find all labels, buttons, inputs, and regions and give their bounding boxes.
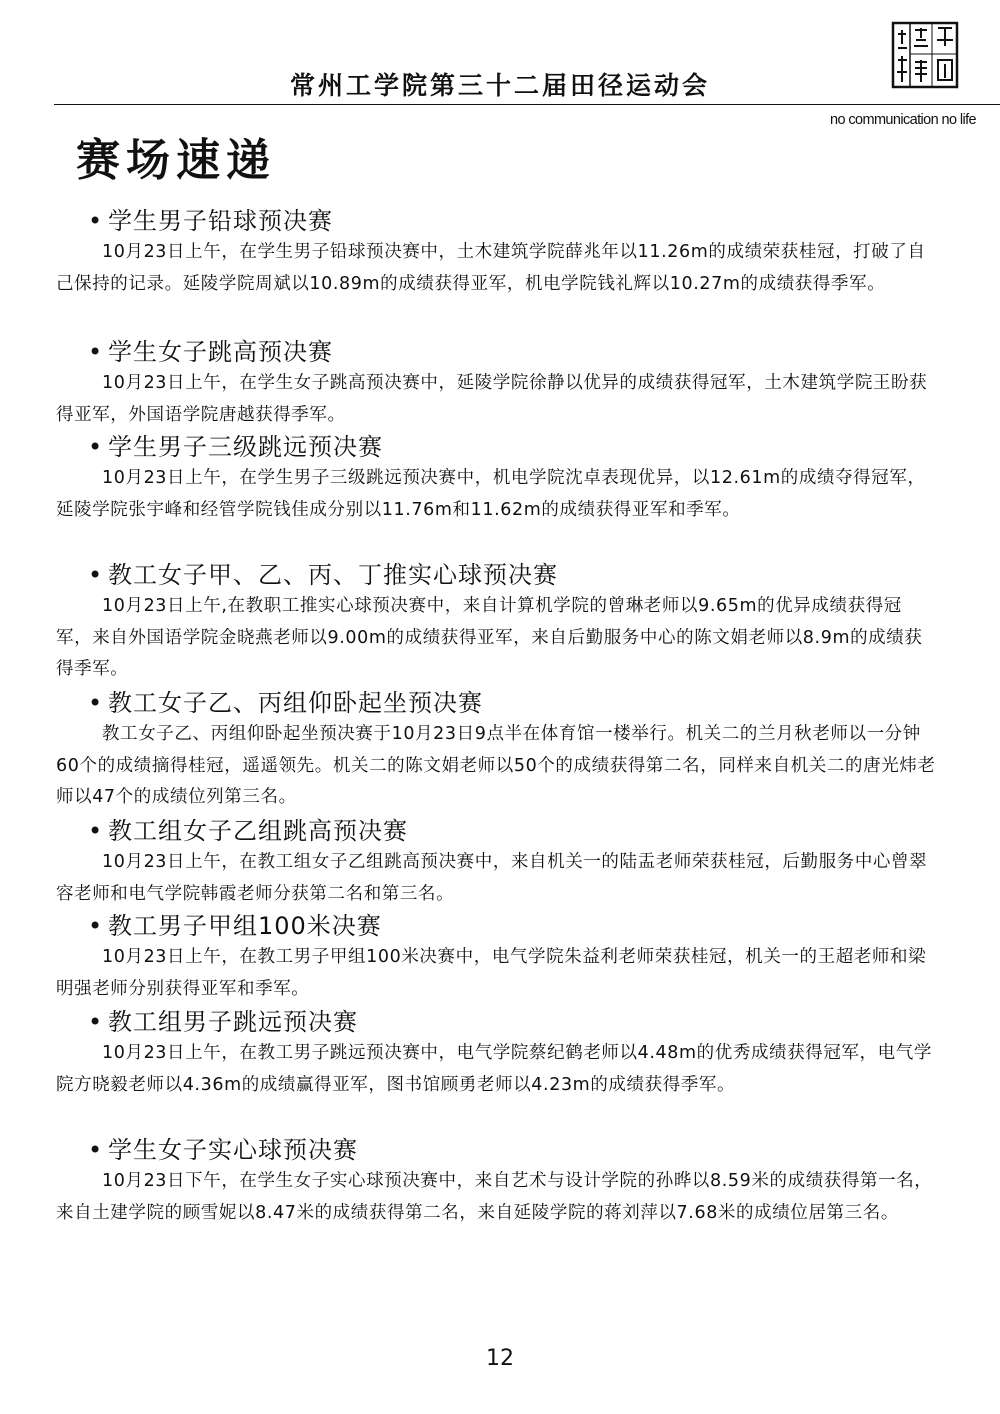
news-item-heading: • 学生女子实心球预决赛 (88, 1136, 358, 1164)
section-title: 赛场速递 (76, 135, 276, 186)
news-item-body: 10月23日上午，在学生男子三级跳远预决赛中，机电学院沈卓表现优异，以12.61m的成绩夺得冠军，延陵学院张宇峰和经管学院钱佳成分别以11.76m和11.62m的成绩获得亚军和季军。 (56, 468, 926, 520)
news-item-body: 10月23日上午，在教工男子跳远预决赛中，电气学院蔡纪鹤老师以4.48m的优秀成绩获得冠军，电气学院方晓毅老师以4.36m的成绩赢得亚军，图书馆顾勇老师以4.23m的成绩获得季军。 (56, 1043, 932, 1095)
news-item-body: 10月23日上午，在教工组女子乙组跳高预决赛中，来自机关一的陆盂老师荣获桂冠，后勤服务中心曾翠容老师和电气学院韩霞老师分获第二名和第三名。 (56, 852, 928, 904)
header-rule (54, 104, 1000, 105)
news-item (56, 910, 936, 1005)
news-item-body: 教工女子乙、丙组仰卧起坐预决赛于10月23日9点半在体育馆一楼举行。机关二的兰月秋老师以一分钟60个的成绩摘得桂冠，遥遥领先。机关二的陈文娟老师以50个的成绩获得第二名，同样来自机关二的唐光炜老师以47个的成绩位列第三名。 (56, 724, 936, 807)
news-item-body: 10月23日上午，在学生男子铅球预决赛中，土木建筑学院薛兆年以11.26m的成绩荣获桂冠，打破了自己保持的记录。延陵学院周斌以10.89m的成绩获得亚军，机电学院钱礼辉以10.27m的成绩获得季军。 (56, 242, 926, 294)
news-item (56, 687, 936, 814)
tagline: no communication no life (830, 112, 976, 128)
header-title: 常州工学院第三十二届田径运动会 (289, 71, 710, 100)
news-item-body: 10月23日上午，在学生女子跳高预决赛中，延陵学院徐静以优异的成绩获得冠军，土木建筑学院王盼获得亚军，外国语学院唐越获得季军。 (56, 373, 928, 425)
news-item (56, 559, 936, 686)
news-item-heading: • 教工男子甲组100米决赛 (88, 912, 382, 940)
news-item-body: 10月23日上午,在教职工推实心球预决赛中，来自计算机学院的曾琳老师以9.65m的优异成绩获得冠军，来自外国语学院金晓燕老师以9.00m的成绩获得亚军，来自后勤服务中心的陈文娟老师以8.9m的成绩获得季军。 (56, 596, 923, 679)
news-item (56, 205, 936, 300)
news-item-body: 10月23日下午，在学生女子实心球预决赛中，来自艺术与设计学院的孙晔以8.59米的成绩获得第一名，来自土建学院的顾雪妮以8.47米的成绩获得第二名，来自延陵学院的蒋刘萍以7.68米的成绩位居第三名。 (56, 1171, 933, 1223)
news-item-heading: • 学生男子三级跳远预决赛 (88, 433, 383, 461)
page-number: 12 (486, 1346, 514, 1371)
news-item-heading: • 教工女子甲、乙、丙、丁推实心球预决赛 (88, 561, 558, 589)
news-item (56, 336, 936, 431)
news-item (56, 431, 936, 526)
news-item (56, 1006, 936, 1101)
seal-logo-icon (890, 20, 960, 90)
news-item-heading: • 教工组男子跳远预决赛 (88, 1008, 358, 1036)
news-item (56, 815, 936, 910)
news-item (56, 1134, 936, 1229)
news-item-heading: • 教工女子乙、丙组仰卧起坐预决赛 (88, 689, 483, 717)
news-item-heading: • 学生男子铅球预决赛 (88, 207, 333, 235)
news-item-body: 10月23日上午，在教工男子甲组100米决赛中，电气学院朱益利老师荣获桂冠，机关一的王超老师和梁明强老师分别获得亚军和季军。 (56, 947, 927, 999)
news-item-heading: • 教工组女子乙组跳高预决赛 (88, 817, 408, 845)
news-item-heading: • 学生女子跳高预决赛 (88, 338, 333, 366)
